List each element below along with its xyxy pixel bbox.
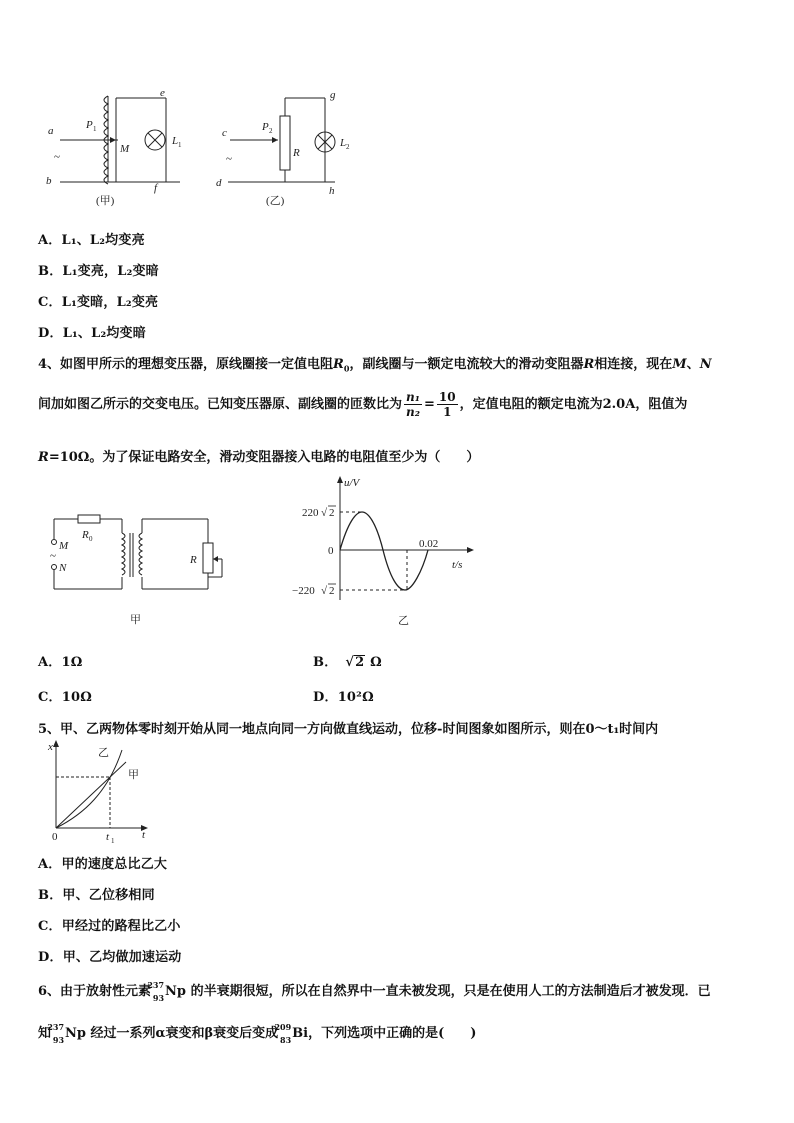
option-letter: B． [38,888,63,903]
frac-denominator: 1 [443,405,452,419]
option-text: L₁变暗，L₂变亮 [61,295,159,310]
graph-sqrt-value-bottom: 2 [329,585,335,597]
sqrt-sign: √ [345,655,355,670]
q3-option-b [38,260,159,279]
q4-option-a [38,651,83,670]
option-letter: C． [38,295,62,310]
option-letter: C． [38,690,62,705]
option-letter: C． [38,919,62,934]
q4-fig-m: M [59,540,69,552]
option-letter: B． [38,264,63,279]
frac-denominator: n₂ [406,405,420,419]
q5-label-jia: 甲 [128,769,139,781]
option-text: 1Ω [61,655,83,670]
option-text: 甲、乙位移相同 [62,888,155,903]
q4-r: R [38,450,49,465]
frac-numerator: n₁ [406,390,420,404]
line-jia [56,762,126,828]
mass-number: 209 [274,1021,292,1032]
q6-stem-line2 [38,1022,476,1045]
q5-stem: 5、甲、乙两物体零时刻开始从同一地点向同一方向做直线运动，位移-时间图象如图所示，则在0～t₁时间内 [38,722,659,737]
option-letter: A． [38,233,62,248]
atomic-number: 83 [280,1034,292,1045]
option-letter: A． [38,655,62,670]
q5-option-c [38,915,181,934]
q3-caption-right: (乙) [266,195,285,207]
q5-t1-sub: 1 [111,837,115,844]
q3-label-m: M [120,143,130,155]
mass-number: 237 [147,979,165,990]
q6-text: 6、由于放射性元素 [38,984,152,999]
sqrt-value: 2 [355,655,365,670]
q4-fig-n: N [59,562,67,574]
q4-voltage-graph [282,472,482,634]
q5-origin: 0 [52,831,58,843]
option-text: 甲的速度总比乙大 [61,857,168,872]
option-letter: D． [313,690,338,705]
graph-y-bottom: −220 [292,585,315,597]
q4-r: R [583,357,595,372]
option-letter: A． [38,857,62,872]
q3-label-a: a [48,125,54,137]
q3-label-p2: P [262,121,269,133]
q4-circuit-figure [44,505,244,625]
q3-option-d [38,322,146,341]
q6-nuclide-np [47,1021,65,1045]
q4-ratio-fraction [404,390,422,419]
option-letter: D． [38,326,63,341]
q3-label-l1: L [172,135,179,147]
q3-label-l2-sub: 2 [346,143,350,151]
q5-option-b [38,884,155,903]
q3-label-p1-sub: 1 [93,125,97,133]
option-text: L₁变亮，L₂变暗 [62,264,159,279]
atomic-number: 93 [152,992,165,1003]
graph-t-label: 0.02 [419,538,439,550]
q4-equals: = [424,397,435,412]
q3-label-d: d [216,177,222,189]
graph-x-axis-label: t/s [452,559,463,571]
q4-fig-r0: R [82,529,89,541]
q3-label-f: f [154,182,158,194]
q3-label-p2-sub: 2 [269,127,273,135]
q6-text: 知 [38,1026,52,1041]
q5-xt-graph [40,740,160,844]
q4-option-c [38,686,92,705]
graph-sqrt-symbol-top: √ [321,507,328,519]
element-symbol: Bi [292,1026,309,1041]
atomic-number: 93 [52,1034,65,1045]
option-text: L₁、L₂均变暗 [62,326,146,341]
q4-text: =10Ω。为了保证电路安全，滑动变阻器接入电路的电阻值至少为（ ） [48,450,480,465]
q3-label-c: c [222,127,227,139]
q4-sep: 、 [686,357,700,372]
q3-option-a [38,229,145,248]
q4-text: ，副线圈与一额定电流较大的滑动变阻器 [349,357,584,372]
q3-label-g: g [330,89,336,101]
graph-sqrt-symbol-bottom: √ [321,585,328,597]
q4-fig-r0-sub: 0 [89,535,93,543]
q5-axis-x: x [48,741,53,753]
q6-stem-line1 [38,980,711,1003]
mass-number: 237 [47,1021,65,1032]
option-text: 10Ω [61,690,93,705]
q3-label-p1: P [86,119,93,131]
q3-label-e: e [160,87,165,99]
option-text: 甲、乙均做加速运动 [62,950,182,965]
q5-t1: t [106,831,110,843]
graph-y-top: 220 [302,507,319,519]
q3-tilde-right: ~ [226,153,232,165]
q4-r0-sub: 0 [343,363,350,374]
q3-label-h: h [329,185,335,197]
graph-sqrt-value-top: 2 [329,507,335,519]
graph-y-axis-label: u/V [344,477,360,489]
q6-nuclide-bi [274,1021,292,1045]
q4-fig-caption-yi: 乙 [398,615,409,627]
q5-label-yi: 乙 [98,747,109,759]
q4-m: M [672,357,687,372]
q3-label-l2: L [340,137,347,149]
q6-text: 的半衰期很短，所以在自然界中一直未被发现，只是在使用人工的方法制造后才被发现．已 [190,984,711,999]
q4-text: ，定值电阻的额定电流为2.0A，阻值为 [459,397,688,412]
option-text: 甲经过的路程比乙小 [61,919,181,934]
option-letter: D． [38,950,63,965]
element-symbol: Np [165,984,187,999]
q3-label-b: b [46,175,52,187]
q3-option-c [38,291,158,310]
q6-text: 经过一系列α衰变和β衰变后变成 [90,1026,279,1041]
q4-stem-line3 [38,446,479,465]
q6-nuclide-np [147,979,165,1003]
q4-fig-tilde: ~ [50,550,56,562]
q4-n: N [699,357,712,372]
q3-tilde-left: ~ [54,151,60,163]
option-text: L₁、L₂均变亮 [61,233,145,248]
q3-label-r: R [293,147,300,159]
frac-numerator: 10 [438,390,456,404]
q4-text: 4、如图甲所示的理想变压器，原线圈接一定值电阻 [38,357,334,372]
q3-caption-left: (甲) [96,195,115,207]
curve-yi [56,750,122,828]
option-letter: B． [313,655,338,670]
q3-circuit-figure [30,84,370,214]
q4-fig-r: R [190,554,197,566]
q4-text: 相连接，现在 [594,357,673,372]
q4-option-d [313,686,374,705]
q6-text: ，下列选项中正确的是( ) [308,1026,477,1041]
graph-zero: 0 [328,545,334,557]
q4-text: 间加如图乙所示的交变电压。已知变压器原、副线圈的匝数比为 [38,397,403,412]
element-symbol: Np [65,1026,86,1041]
option-text: 10²Ω [337,690,374,705]
q5-option-d [38,946,182,965]
q3-label-l1-sub: 1 [178,141,182,149]
q4-stem-line2 [38,390,687,419]
sine-wave [340,512,428,590]
q4-stem-line1 [38,353,712,374]
q5-axis-t: t [142,829,146,841]
q4-ratio-value [437,390,458,419]
q4-r0: R [333,357,344,372]
q4-option-b [313,651,382,670]
q5-option-a [38,853,167,872]
q4-fig-caption-jia: 甲 [130,614,141,625]
option-text: Ω [365,655,382,670]
